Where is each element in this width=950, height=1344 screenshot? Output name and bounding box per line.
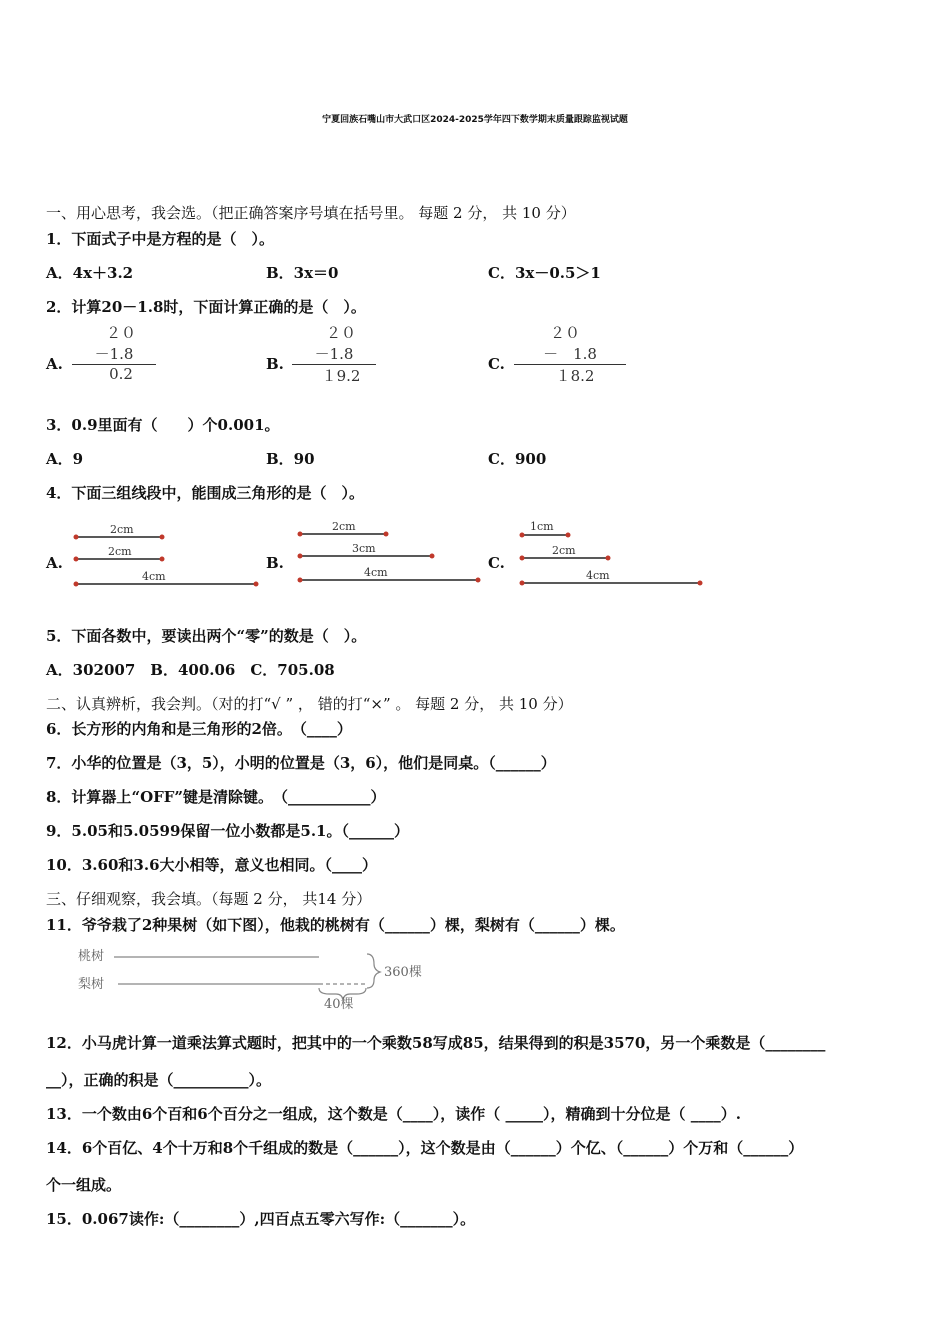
- q4-c-seg3-end-point: [698, 581, 703, 586]
- q4-b-seg1-label: 2cm: [332, 520, 356, 533]
- question-12-line1: 12．小马虎计算一道乘法算式题时，把其中的一个乘数58写成85，结果得到的积是3570，另一个乘数是（________: [46, 1034, 826, 1052]
- q4-option-c-label[interactable]: C.: [488, 554, 505, 572]
- q3-option-a[interactable]: A．9: [46, 450, 84, 468]
- question-8: 8．计算器上“OFF”键是清除键。 （___________）: [46, 788, 386, 806]
- q2-a-subtrahend: －1.8: [94, 345, 134, 363]
- q4-a-seg2-end-point: [160, 557, 165, 562]
- q4-a-seg2-start-point: [74, 557, 79, 562]
- q2-b-result: １9.2: [292, 364, 376, 386]
- q2-option-a-label[interactable]: A.: [46, 355, 63, 373]
- q2-option-a-calculation: [72, 322, 156, 383]
- q4-b-seg3-end-point: [476, 578, 481, 583]
- q2-c-result: １8.2: [514, 364, 626, 386]
- q4-b-seg2-label: 3cm: [352, 542, 376, 555]
- q3-option-c[interactable]: C．900: [488, 450, 547, 468]
- question-13: 13．一个数由6个百和6个百分之一组成，这个数是（____），读作（ _____），精确到十分位是（ ____）.: [46, 1105, 741, 1123]
- page-title: 宁夏回族石嘴山市大武口区2024-2025学年四下数学期末质量跟踪监视试题: [322, 115, 628, 125]
- question-15: 15．0.067读作:（________）,四百点五零六写作:（_______）。: [46, 1210, 476, 1228]
- q11-pear-label: 梨树: [78, 977, 105, 992]
- q4-a-seg1-label: 2cm: [110, 523, 134, 536]
- question-14-line1: 14．6个百亿、4个十万和8个千组成的数是（______），这个数是由（______）个亿、（______）个万和（______）: [46, 1139, 804, 1157]
- q4-a-seg1-end-point: [160, 535, 165, 540]
- q11-tree-diagram: [74, 942, 434, 1012]
- q1-option-a[interactable]: A．4x＋3.2: [46, 264, 134, 282]
- q4-option-a-segments: [70, 518, 260, 590]
- q4-option-b-label[interactable]: B.: [266, 554, 284, 572]
- question-2: 2．计算20－1.8时，下面计算正确的是（ ）。: [46, 298, 366, 316]
- question-6: 6．长方形的内角和是三角形的2倍。 （____）: [46, 720, 352, 738]
- section-1-heading: 一、用心思考，我会选。（把正确答案序号填在括号里。 每题 2 分， 共 10 分）: [46, 204, 576, 222]
- q2-c-subtrahend: － 1.8: [543, 345, 597, 363]
- q2-a-minuend: ２０: [105, 324, 136, 342]
- question-10: 10．3.60和3.6大小相等，意义也相同。（____）: [46, 856, 378, 874]
- q2-c-minuend: ２０: [549, 324, 580, 342]
- q2-b-minuend: ２０: [325, 324, 356, 342]
- question-4: 4．下面三组线段中，能围成三角形的是（ ）。: [46, 484, 364, 502]
- question-12-line2: __），正确的积是（__________）。: [46, 1071, 272, 1089]
- q3-option-b[interactable]: B．90: [266, 450, 315, 468]
- q4-a-seg2-label: 2cm: [108, 545, 132, 558]
- q4-c-seg3-start-point: [520, 581, 525, 586]
- q4-b-seg1-end-point: [384, 532, 389, 537]
- q11-total-label: 360棵: [384, 965, 422, 980]
- q4-c-seg2-label: 2cm: [552, 544, 576, 557]
- q4-b-seg3-start-point: [298, 578, 303, 583]
- q2-a-result: 0.2: [72, 364, 156, 383]
- q4-c-seg1-start-point: [520, 533, 525, 538]
- q4-a-seg3-label: 4cm: [142, 570, 166, 583]
- question-1: 1．下面式子中是方程的是（ ）。: [46, 230, 274, 248]
- q4-option-c-segments: [514, 516, 708, 592]
- q5-options[interactable]: A．302007 B．400.06 C．705.08: [46, 661, 335, 679]
- q2-option-c-label[interactable]: C.: [488, 355, 505, 373]
- q4-a-seg3-end-point: [254, 582, 259, 587]
- q2-option-c-calculation: [514, 322, 626, 386]
- q4-a-seg1-start-point: [74, 535, 79, 540]
- q11-peach-label: 桃树: [78, 949, 105, 964]
- question-11: 11．爷爷栽了2种果树（如下图），他栽的桃树有（______）棵，梨树有（______）棵。: [46, 916, 625, 934]
- q4-a-seg3-start-point: [74, 582, 79, 587]
- q2-option-b-label[interactable]: B.: [266, 355, 284, 373]
- question-7: 7．小华的位置是（3，5），小明的位置是（3，6），他们是同桌。（______）: [46, 754, 556, 772]
- question-9: 9．5.05和5.0599保留一位小数都是5.1。（______）: [46, 822, 409, 840]
- section-3-heading: 三、仔细观察，我会填。（每题 2 分， 共14 分）: [46, 890, 372, 908]
- q11-diff-label: 40棵: [324, 997, 354, 1012]
- q4-c-seg2-start-point: [520, 556, 525, 561]
- q4-c-seg3-label: 4cm: [586, 569, 610, 582]
- section-2-heading: 二、认真辨析，我会判。（对的打“√ ” ， 错的打“×” 。 每题 2 分， 共 10 分）: [46, 695, 573, 713]
- q4-c-seg1-end-point: [566, 533, 571, 538]
- q11-total-brace: [367, 954, 380, 988]
- q1-option-b[interactable]: B．3x＝0: [266, 264, 339, 282]
- question-14-line2: 个一组成。: [46, 1176, 122, 1194]
- q4-option-b-segments: [292, 516, 484, 590]
- q4-b-seg2-end-point: [430, 554, 435, 559]
- q4-b-seg1-start-point: [298, 532, 303, 537]
- question-5: 5．下面各数中，要读出两个“零”的数是（ ）。: [46, 627, 367, 645]
- q4-b-seg2-start-point: [298, 554, 303, 559]
- q1-option-c[interactable]: C．3x－0.5＞1: [488, 264, 601, 282]
- question-3: 3．0.9里面有（ ）个0.001。: [46, 416, 280, 434]
- q4-option-a-label[interactable]: A.: [46, 554, 63, 572]
- q2-b-subtrahend: －1.8: [314, 345, 354, 363]
- q4-b-seg3-label: 4cm: [364, 566, 388, 579]
- q4-c-seg2-end-point: [606, 556, 611, 561]
- q2-option-b-calculation: [292, 322, 376, 386]
- q4-c-seg1-label: 1cm: [530, 520, 554, 533]
